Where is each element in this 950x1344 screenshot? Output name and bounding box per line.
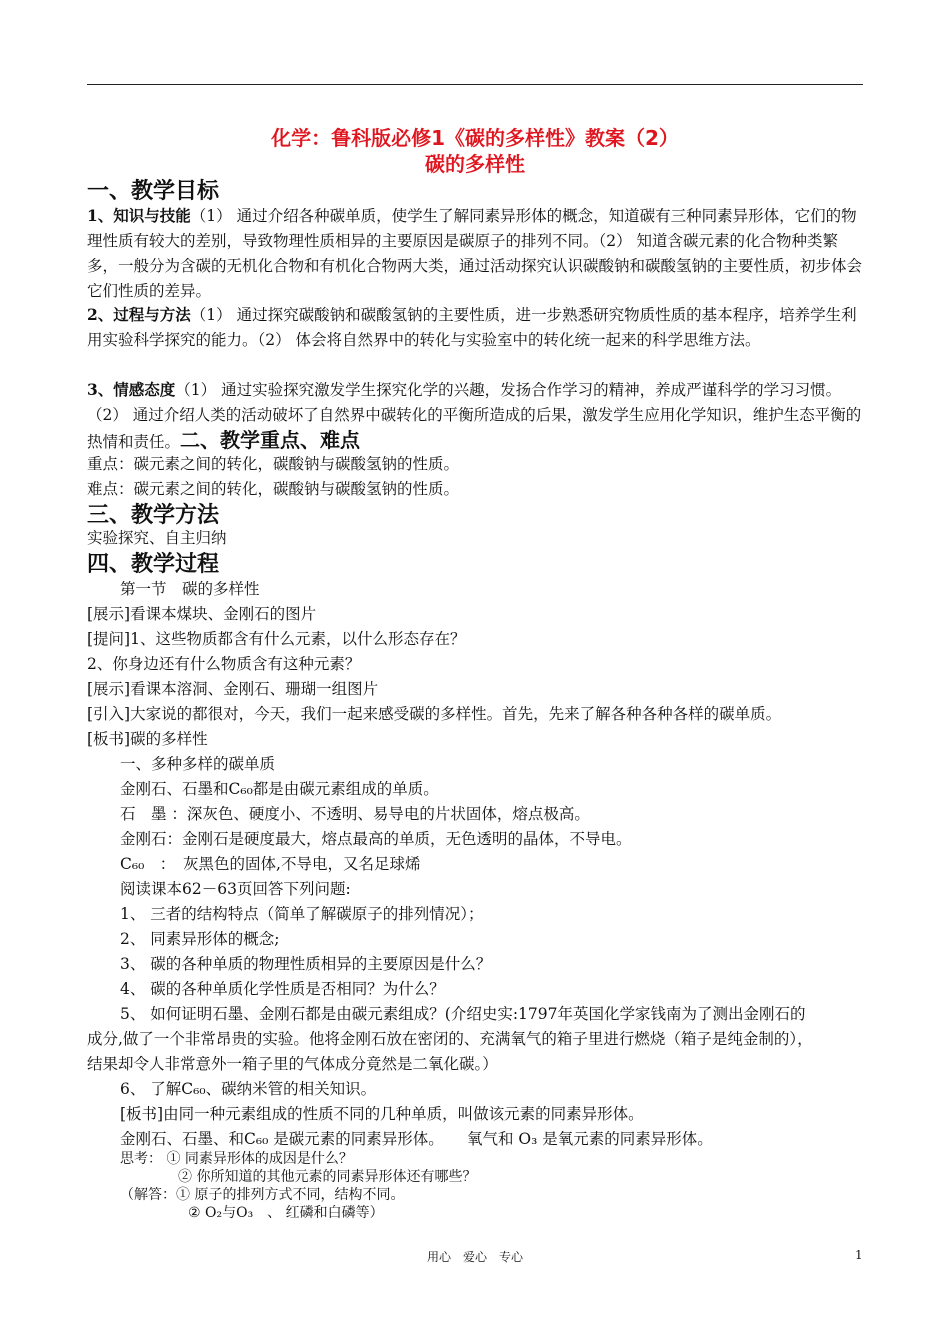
section-heading-2: 二、教学重点、难点 — [180, 428, 361, 452]
lesson-line: ② O₂与O₃ 、 红磷和白磷等） — [188, 1205, 384, 1221]
lesson-line: [板书]由同一种元素组成的性质不同的几种单质，叫做该元素的同素异形体。 — [120, 1105, 644, 1123]
page-footer: 用心 爱心 专心 — [426, 1250, 523, 1264]
objective-1 — [87, 203, 867, 304]
lesson-line: 4、 碳的各种单质化学性质是否相同？为什么？ — [120, 980, 445, 998]
objective-2-label: 2、过程与方法 — [87, 305, 191, 324]
lesson-line: 金刚石、石墨和C₆₀都是由碳元素组成的单质。 — [120, 780, 439, 798]
section-heading-3: 三、教学方法 — [87, 503, 220, 528]
header-rule — [87, 84, 863, 85]
lesson-line: 思考： ① 同素异形体的成因是什么？ — [120, 1151, 353, 1167]
lesson-line: [板书]碳的多样性 — [87, 730, 208, 748]
lesson-line: （解答：① 原子的排列方式不同，结构不同。 — [120, 1187, 405, 1203]
objective-2 — [87, 302, 867, 353]
lesson-line: 2、你身边还有什么物质含有这种元素？ — [87, 655, 361, 673]
lesson-line: 一、多种多样的碳单质 — [120, 755, 276, 773]
lesson-line: [展示]看课本煤块、金刚石的图片 — [87, 605, 317, 623]
objective-3-label: 3、情感态度 — [87, 380, 176, 399]
lesson-line: 阅读课本62－63页回答下列问题: — [120, 880, 351, 898]
lesson-line: 2、 同素异形体的概念; — [120, 930, 280, 948]
lesson-line: 石 墨 ：深灰色、硬度小、不透明、易导电的片状固体，熔点极高。 — [120, 805, 590, 823]
objective-2-text: （1） 通过探究碳酸钠和碳酸氢钠的主要性质，进一步熟悉研究物质性质的基本程序，培养学生利用实验科学探究的能力。（2） 体会将自然界中的转化与实验室中的转化统一起来的科学思维方法。 — [87, 306, 857, 349]
objective-1-text: （1） 通过介绍各种碳单质，使学生了解同素异形体的概念，知道碳有三种同素异形体，它们的物理性质有较大的差别，导致物理性质相异的主要原因是碳原子的排列不同。（2） 知道含碳元素的化合物种类繁多，一般分为含碳的无机化合物和有机化合物两大类，通过活动探究认识碳酸钠和碳酸氢钠的主要性质，初步体会它们性质的差异。 — [87, 207, 863, 300]
lesson-line: 结果却令人非常意外一箱子里的气体成分竟然是二氧化碳。） — [87, 1055, 498, 1073]
lesson-line: 成分,做了一个非常昂贵的实验。他将金刚石放在密闭的、充满氧气的箱子里进行燃烧（箱子是纯金制的）， — [87, 1030, 813, 1048]
section-heading-1: 一、教学目标 — [87, 179, 220, 204]
document-title: 化学：鲁科版必修1《碳的多样性》教案（2） — [271, 126, 679, 150]
document-subtitle: 碳的多样性 — [425, 152, 525, 176]
lesson-line: [提问]1、这些物质都含有什么元素，以什么形态存在？ — [87, 630, 466, 648]
lesson-line: [引入]大家说的都很对，今天，我们一起来感受碳的多样性。首先，先来了解各种各种各样的碳单质。 — [87, 705, 782, 723]
objective-1-label: 1、知识与技能 — [87, 206, 191, 225]
page-number: 1 — [855, 1248, 863, 1262]
lesson-line: 5、 如何证明石墨、金刚石都是由碳元素组成？(介绍史实:1797年英国化学家钱南为了测出金刚石的 — [120, 1005, 806, 1023]
lesson-line: ② 你所知道的其他元素的同素异形体还有哪些？ — [178, 1169, 477, 1185]
lesson-line: 金刚石、石墨、和C₆₀ 是碳元素的同素异形体。 氧气和 O₃ 是氧元素的同素异形体。 — [120, 1130, 713, 1148]
lesson-line: C₆₀ ： 灰黑色的固体,不导电，又名足球烯 — [120, 855, 421, 873]
lesson-line: 第一节 碳的多样性 — [120, 580, 260, 598]
key-points: 重点：碳元素之间的转化，碳酸钠与碳酸氢钠的性质。 — [87, 455, 460, 473]
lesson-line: 金刚石：金刚石是硬度最大，熔点最高的单质，无色透明的晶体，不导电。 — [120, 830, 632, 848]
lesson-line: 1、 三者的结构特点（简单了解碳原子的排列情况）； — [120, 905, 484, 923]
objective-3-text: （1） 通过实验探究激发学生探究化学的兴趣，发扬合作学习的精神，养成严谨科学的学习习惯。（2） 通过介绍人类的活动破坏了自然界中碳转化的平衡所造成的后果，激发学生应用化学知识，维护生态平衡的热情和责任。 — [87, 381, 862, 451]
section-heading-4: 四、教学过程 — [87, 552, 220, 577]
objective-3 — [87, 377, 867, 455]
teaching-method: 实验探究、自主归纳 — [87, 529, 227, 547]
lesson-line: [展示]看课本溶洞、金刚石、珊瑚一组图片 — [87, 680, 379, 698]
lesson-line: 6、 了解C₆₀、碳纳米管的相关知识。 — [120, 1080, 377, 1098]
lesson-line: 3、 碳的各种单质的物理性质相异的主要原因是什么？ — [120, 955, 492, 973]
difficult-points: 难点：碳元素之间的转化，碳酸钠与碳酸氢钠的性质。 — [87, 480, 460, 498]
